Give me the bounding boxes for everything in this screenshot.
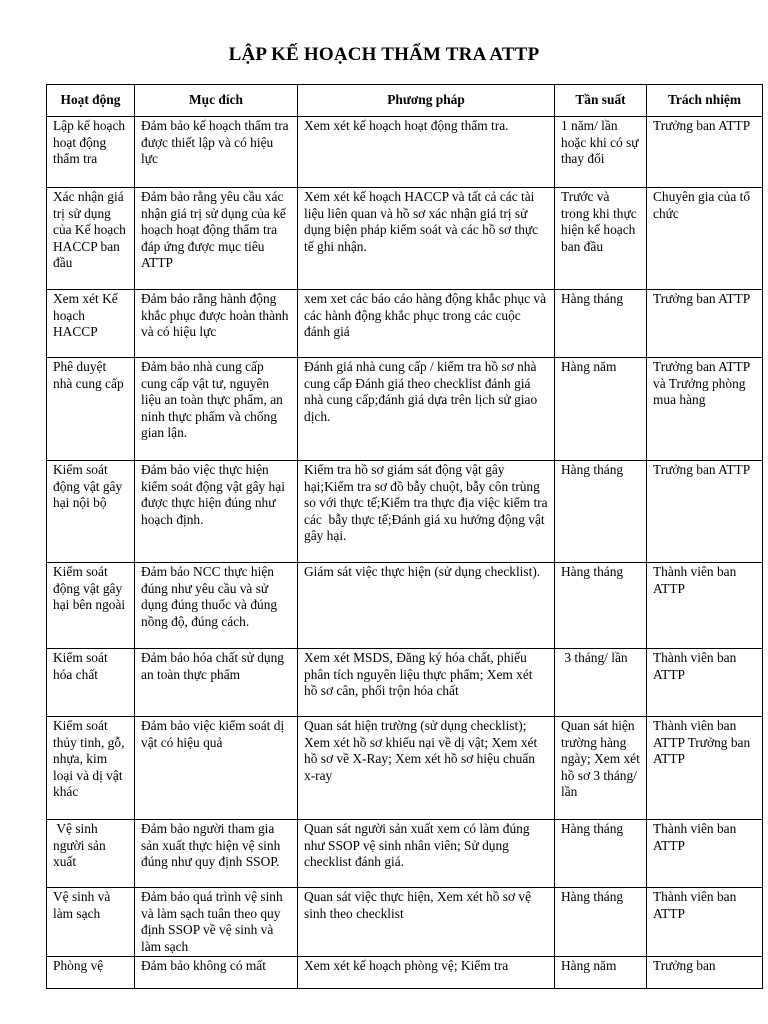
header-method: Phương pháp bbox=[298, 85, 555, 117]
table-row bbox=[47, 461, 763, 563]
cell-responsibility: Chuyên gia của tổ chức bbox=[647, 188, 763, 290]
cell-purpose: Đảm bảo NCC thực hiện đúng như yêu cầu và sử dụng đúng thuốc và đúng nồng độ, đúng cách. bbox=[135, 563, 298, 649]
table-row bbox=[47, 649, 763, 717]
cell-frequency: Hàng tháng bbox=[555, 461, 647, 563]
cell-activity: Vệ sinh và làm sạch bbox=[47, 888, 135, 957]
cell-activity: Lập kế hoạch hoạt động thẩm tra bbox=[47, 117, 135, 188]
cell-frequency: Hàng tháng bbox=[555, 563, 647, 649]
cell-activity: Kiểm soát động vật gây hại nội bộ bbox=[47, 461, 135, 563]
cell-frequency: Hàng năm bbox=[555, 358, 647, 461]
cell-method: xem xet các báo cáo hàng động khắc phục và các hành động khắc phục trong các cuộc đánh giá bbox=[298, 290, 555, 358]
table-row bbox=[47, 717, 763, 820]
cell-purpose: Đảm bảo nhà cung cấp cung cấp vật tư, nguyên liệu an toàn thực phẩm, an ninh thực phẩm và chống gian lận. bbox=[135, 358, 298, 461]
cell-frequency: Hàng tháng bbox=[555, 290, 647, 358]
cell-purpose: Đảm bảo rằng hành động khắc phục được hoàn thành và có hiệu lực bbox=[135, 290, 298, 358]
cell-method: Quan sát hiện trường (sử dụng checklist); Xem xét hồ sơ khiếu nại về dị vật; Xem xét hồ sơ về X-Ray; Xem xét hồ sơ hiệu chuẩn x-ray bbox=[298, 717, 555, 820]
verification-plan-table bbox=[46, 84, 763, 989]
cell-frequency: Hàng năm bbox=[555, 957, 647, 989]
cell-method: Xem xét kế hoạch HACCP và tất cả các tài liệu liên quan và hồ sơ xác nhận giá trị sử dụng biện pháp kiểm soát và các hồ sơ thực tế ghi nhận. bbox=[298, 188, 555, 290]
table-row bbox=[47, 957, 763, 989]
table-row bbox=[47, 563, 763, 649]
cell-frequency: Hàng tháng bbox=[555, 820, 647, 888]
cell-activity: Xem xét Kế hoạch HACCP bbox=[47, 290, 135, 358]
table-row bbox=[47, 358, 763, 461]
cell-responsibility: Trưởng ban bbox=[647, 957, 763, 989]
cell-responsibility: Thành viên ban ATTP bbox=[647, 563, 763, 649]
cell-purpose: Đảm bảo kế hoạch thẩm tra được thiết lập và có hiệu lực bbox=[135, 117, 298, 188]
header-row bbox=[47, 85, 763, 117]
cell-frequency: Trước và trong khi thực hiện kế hoạch ban đầu bbox=[555, 188, 647, 290]
cell-method: Xem xét kế hoạch phòng vệ; Kiểm tra bbox=[298, 957, 555, 989]
table-row bbox=[47, 290, 763, 358]
cell-method: Đánh giá nhà cung cấp / kiểm tra hồ sơ nhà cung cấp Đánh giá theo checklist đánh giá nhà cung cấp;đánh giá dựa trên lịch sử giao dịch. bbox=[298, 358, 555, 461]
cell-activity: Kiểm soát thủy tinh, gỗ, nhựa, kim loại và dị vật khác bbox=[47, 717, 135, 820]
cell-frequency: Quan sát hiện trường hàng ngày; Xem xét hồ sơ 3 tháng/ lần bbox=[555, 717, 647, 820]
header-frequency: Tần suất bbox=[555, 85, 647, 117]
header-activity: Hoạt động bbox=[47, 85, 135, 117]
cell-frequency: Hàng tháng bbox=[555, 888, 647, 957]
cell-responsibility: Thành viên ban ATTP bbox=[647, 820, 763, 888]
cell-purpose: Đảm bảo rằng yêu cầu xác nhận giá trị sử dụng của kế hoạch hoạt động thẩm tra đáp ứng được mục tiêu ATTP bbox=[135, 188, 298, 290]
table-row bbox=[47, 820, 763, 888]
cell-method: Quan sát việc thực hiện, Xem xét hồ sơ vệ sinh theo checklist bbox=[298, 888, 555, 957]
cell-responsibility: Thành viên ban ATTP bbox=[647, 888, 763, 957]
cell-purpose: Đảm bảo quá trình vệ sinh và làm sạch tuân theo quy định SSOP về vệ sinh và làm sạch bbox=[135, 888, 298, 957]
cell-method: Giám sát việc thực hiện (sử dụng checklist). bbox=[298, 563, 555, 649]
cell-method: Quan sát người sản xuất xem có làm đúng như SSOP vệ sinh nhân viên; Sử dụng checklist đánh giá. bbox=[298, 820, 555, 888]
header-responsibility: Trách nhiệm bbox=[647, 85, 763, 117]
cell-responsibility: Trưởng ban ATTP bbox=[647, 290, 763, 358]
table-row bbox=[47, 188, 763, 290]
cell-activity: Vệ sinh người sản xuất bbox=[47, 820, 135, 888]
cell-frequency: 1 năm/ lần hoặc khi có sự thay đổi bbox=[555, 117, 647, 188]
document-title: LẬP KẾ HOẠCH THẨM TRA ATTP bbox=[228, 44, 540, 65]
cell-activity: Xác nhận giá trị sử dụng của Kế hoạch HACCP ban đầu bbox=[47, 188, 135, 290]
cell-frequency: 3 tháng/ lần bbox=[555, 649, 647, 717]
table-row bbox=[47, 888, 763, 957]
cell-method: Xem xét MSDS, Đăng ký hóa chất, phiếu phân tích nguyên liệu thực phẩm; Xem xét hồ sơ cân, phối trộn hóa chất bbox=[298, 649, 555, 717]
cell-activity: Kiểm soát động vật gây hại bên ngoài bbox=[47, 563, 135, 649]
cell-purpose: Đảm bảo hóa chất sử dụng an toàn thực phẩm bbox=[135, 649, 298, 717]
cell-purpose: Đảm bảo việc kiểm soát dị vật có hiệu quả bbox=[135, 717, 298, 820]
cell-method: Xem xét kế hoạch hoạt động thẩm tra. bbox=[298, 117, 555, 188]
header-purpose: Mục đích bbox=[135, 85, 298, 117]
cell-activity: Phòng vệ bbox=[47, 957, 135, 989]
cell-responsibility: Thành viên ban ATTP Trưởng ban ATTP bbox=[647, 717, 763, 820]
cell-purpose: Đảm bảo không có mất bbox=[135, 957, 298, 989]
cell-activity: Kiểm soát hóa chất bbox=[47, 649, 135, 717]
cell-responsibility: Trưởng ban ATTP bbox=[647, 117, 763, 188]
table-row bbox=[47, 117, 763, 188]
cell-method: Kiểm tra hồ sơ giám sát động vật gây hại;Kiểm tra sơ đồ bẫy chuột, bẫy côn trùng so với thực tế;Kiểm tra thực địa việc kiểm tra các bẫy thực tế;Đánh giá xu hướng động vật gây hại. bbox=[298, 461, 555, 563]
cell-purpose: Đảm bảo người tham gia sản xuất thực hiện vệ sinh đúng như quy định SSOP. bbox=[135, 820, 298, 888]
cell-activity: Phê duyệt nhà cung cấp bbox=[47, 358, 135, 461]
cell-purpose: Đảm bảo việc thực hiện kiểm soát động vật gây hại được thực hiện đúng như hoạch định. bbox=[135, 461, 298, 563]
cell-responsibility: Thành viên ban ATTP bbox=[647, 649, 763, 717]
cell-responsibility: Trưởng ban ATTP bbox=[647, 461, 763, 563]
cell-responsibility: Trưởng ban ATTP và Trưởng phòng mua hàng bbox=[647, 358, 763, 461]
